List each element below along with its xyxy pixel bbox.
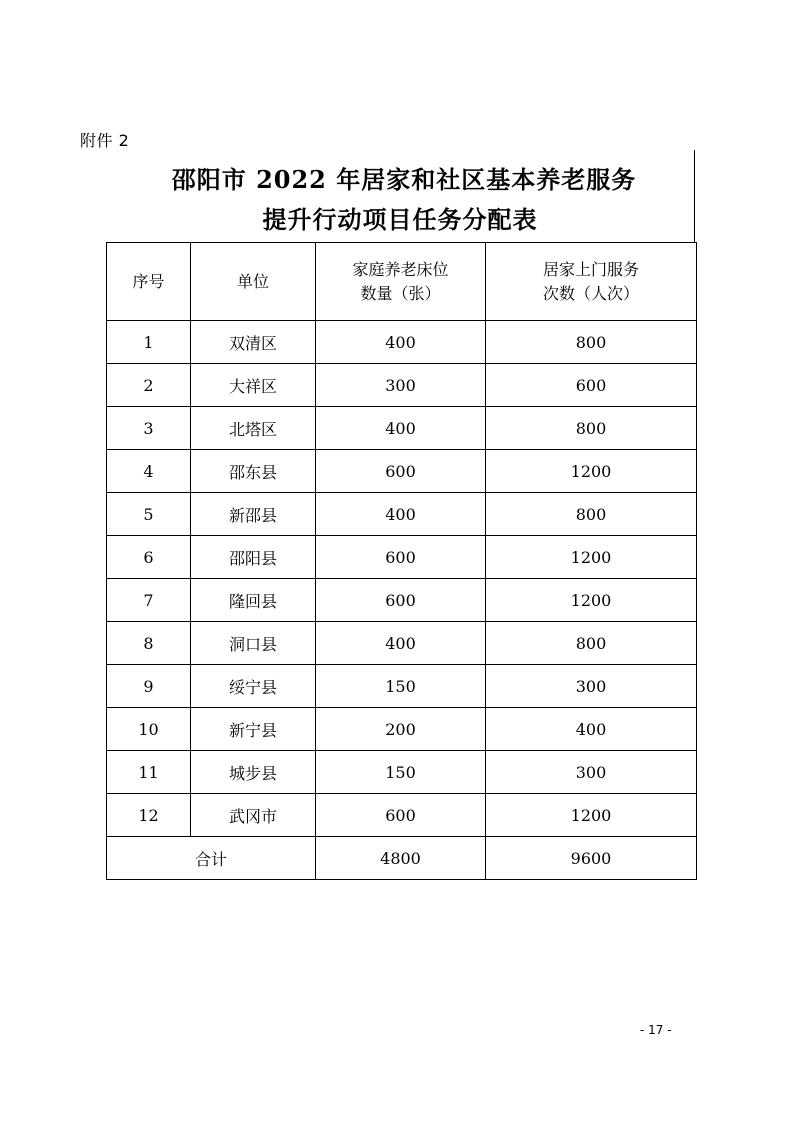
title-line-1: 邵阳市 2022 年居家和社区基本养老服务 bbox=[171, 165, 637, 194]
allocation-table bbox=[106, 242, 697, 880]
table-row bbox=[107, 407, 697, 450]
row-visits: 800 bbox=[486, 407, 697, 450]
row-beds: 150 bbox=[316, 751, 486, 794]
document-title bbox=[106, 150, 695, 243]
header-visits-line1: 居家上门服务 bbox=[542, 259, 639, 279]
header-visits-line2: 次数（人次） bbox=[542, 283, 639, 303]
row-visits: 1200 bbox=[486, 536, 697, 579]
row-visits: 800 bbox=[486, 321, 697, 364]
row-visits: 800 bbox=[486, 493, 697, 536]
table-row bbox=[107, 665, 697, 708]
row-visits: 300 bbox=[486, 665, 697, 708]
table-row bbox=[107, 708, 697, 751]
row-beds: 150 bbox=[316, 665, 486, 708]
row-unit: 北塔区 bbox=[191, 407, 316, 450]
row-visits: 400 bbox=[486, 708, 697, 751]
header-beds bbox=[316, 243, 486, 321]
header-beds-line2: 数量（张） bbox=[360, 283, 441, 303]
total-visits: 9600 bbox=[486, 837, 697, 880]
attachment-label: 附件 2 bbox=[80, 131, 130, 150]
row-unit: 城步县 bbox=[191, 751, 316, 794]
row-index: 11 bbox=[107, 751, 191, 794]
row-index: 1 bbox=[107, 321, 191, 364]
table-row bbox=[107, 794, 697, 837]
row-unit: 绥宁县 bbox=[191, 665, 316, 708]
row-beds: 200 bbox=[316, 708, 486, 751]
header-visits bbox=[486, 243, 697, 321]
row-index: 2 bbox=[107, 364, 191, 407]
row-unit: 隆回县 bbox=[191, 579, 316, 622]
row-index: 10 bbox=[107, 708, 191, 751]
total-label: 合计 bbox=[107, 837, 316, 880]
row-unit: 邵东县 bbox=[191, 450, 316, 493]
table-row bbox=[107, 321, 697, 364]
row-beds: 400 bbox=[316, 622, 486, 665]
row-index: 6 bbox=[107, 536, 191, 579]
row-unit: 洞口县 bbox=[191, 622, 316, 665]
row-visits: 800 bbox=[486, 622, 697, 665]
row-unit: 邵阳县 bbox=[191, 536, 316, 579]
table-row bbox=[107, 364, 697, 407]
header-unit: 单位 bbox=[191, 243, 316, 321]
row-index: 9 bbox=[107, 665, 191, 708]
table-header-row bbox=[107, 243, 697, 321]
table-row bbox=[107, 493, 697, 536]
row-index: 8 bbox=[107, 622, 191, 665]
row-index: 5 bbox=[107, 493, 191, 536]
row-visits: 1200 bbox=[486, 794, 697, 837]
row-visits: 300 bbox=[486, 751, 697, 794]
table-row bbox=[107, 751, 697, 794]
row-index: 12 bbox=[107, 794, 191, 837]
row-beds: 600 bbox=[316, 794, 486, 837]
row-beds: 600 bbox=[316, 450, 486, 493]
row-beds: 400 bbox=[316, 321, 486, 364]
table-row bbox=[107, 450, 697, 493]
header-beds-line1: 家庭养老床位 bbox=[352, 259, 449, 279]
row-unit: 双清区 bbox=[191, 321, 316, 364]
table-row bbox=[107, 579, 697, 622]
row-visits: 1200 bbox=[486, 579, 697, 622]
row-beds: 300 bbox=[316, 364, 486, 407]
title-line-2: 提升行动项目任务分配表 bbox=[262, 205, 538, 234]
header-index: 序号 bbox=[107, 243, 191, 321]
row-unit: 武冈市 bbox=[191, 794, 316, 837]
row-beds: 600 bbox=[316, 579, 486, 622]
row-index: 7 bbox=[107, 579, 191, 622]
row-beds: 600 bbox=[316, 536, 486, 579]
row-index: 4 bbox=[107, 450, 191, 493]
row-index: 3 bbox=[107, 407, 191, 450]
page-number: - 17 - bbox=[640, 1023, 672, 1037]
row-visits: 600 bbox=[486, 364, 697, 407]
row-beds: 400 bbox=[316, 493, 486, 536]
table-row bbox=[107, 622, 697, 665]
row-unit: 新邵县 bbox=[191, 493, 316, 536]
row-visits: 1200 bbox=[486, 450, 697, 493]
row-beds: 400 bbox=[316, 407, 486, 450]
row-unit: 新宁县 bbox=[191, 708, 316, 751]
row-unit: 大祥区 bbox=[191, 364, 316, 407]
total-beds: 4800 bbox=[316, 837, 486, 880]
table-total-row bbox=[107, 837, 697, 880]
table-row bbox=[107, 536, 697, 579]
